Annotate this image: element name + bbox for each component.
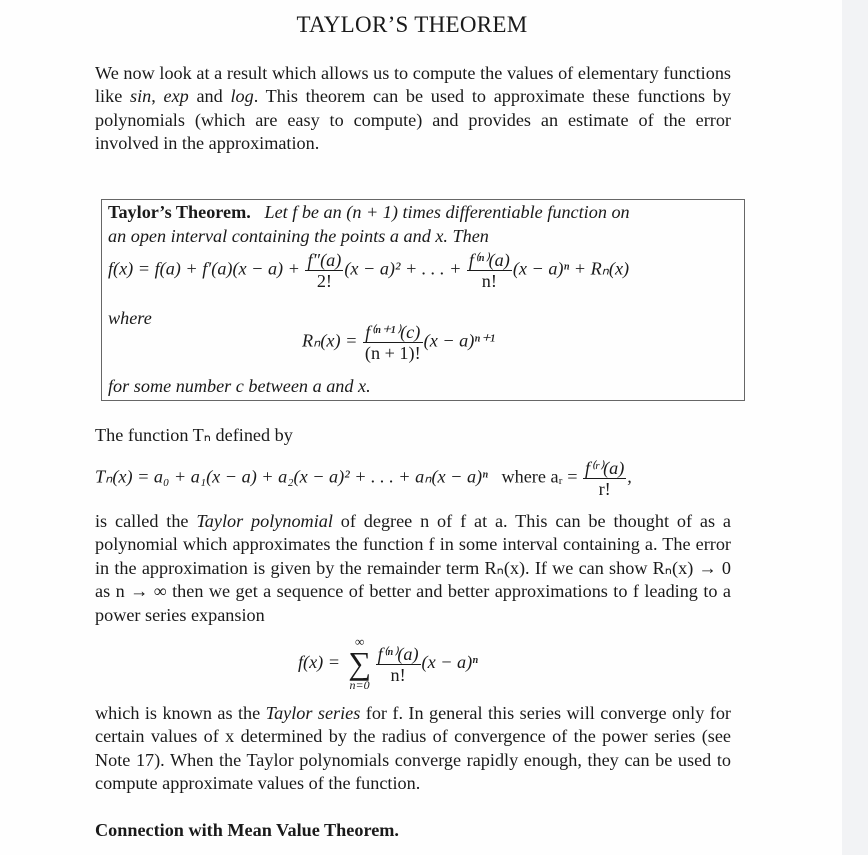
remainder-fraction — [363, 322, 423, 363]
theorem-heading: Taylor’s Theorem. — [108, 202, 251, 222]
sigma-lower: n=0 — [349, 678, 370, 692]
and-text: and — [188, 86, 231, 107]
theorem-closing — [108, 376, 371, 397]
frac-den: (n + 1)! — [364, 343, 421, 363]
fraction-nth-derivative — [467, 250, 512, 291]
formula-rhs: (x − a)ⁿ + Rₙ(x) — [512, 258, 630, 279]
para3-text-1: which is known as the — [95, 703, 266, 723]
taylor-series-formula — [298, 636, 478, 692]
where-text: where — [108, 308, 152, 328]
coefficient-fraction — [583, 458, 626, 499]
frac-num: f⁽ⁿ⁾(a) — [377, 643, 419, 664]
remainder-lhs: Rₙ(x) = — [302, 330, 362, 351]
polynomial-where: where aᵣ = — [501, 466, 583, 487]
sigma-upper: ∞ — [354, 634, 365, 649]
formula-mid: (x − a)² + . . . + — [344, 258, 466, 279]
theorem-statement-line2 — [108, 226, 489, 247]
intro-text-1: We now look at a result which allows us to compute the values of elementary functions like — [95, 63, 731, 107]
taylor-polynomial-intro: The function Tₙ defined by — [95, 425, 293, 445]
trailing-comma: , — [627, 466, 632, 487]
closing-text: for some number c between a and x. — [108, 376, 371, 396]
series-fraction — [376, 644, 421, 685]
section-heading: Connection with Mean Value Theorem. — [95, 820, 399, 840]
frac-den: 2! — [316, 271, 332, 291]
remainder-formula — [302, 322, 495, 363]
frac-num: f″(a) — [307, 250, 342, 270]
frac-den: r! — [598, 479, 611, 499]
comma: , — [151, 86, 164, 107]
taylor-polynomial-formula — [95, 458, 632, 499]
frac-num: f⁽ⁿ⁺¹⁾(c) — [363, 322, 423, 343]
frac-den: n! — [390, 664, 406, 685]
taylor-polynomial-term: Taylor polynomial — [196, 511, 333, 531]
frac-num: f⁽ⁿ⁾(a) — [468, 250, 510, 270]
frac-den: n! — [481, 271, 497, 291]
taylor-main-formula — [108, 250, 629, 291]
viewer-side-panel — [842, 0, 868, 855]
where-label — [108, 308, 152, 329]
theorem-statement-line1 — [108, 202, 630, 223]
series-rhs: (x − a)ⁿ — [421, 652, 478, 673]
para3-text-2: for f. In general this series will converge only for certain values of x determined by the radius of convergence of the power series (see Note 17). When the Taylor polynomials converge rapidly enough, they can be used to compute approximate values of the function. — [95, 703, 731, 794]
polynomial-lhs: Tₙ(x) = a₀ + a₁(x − a) + a₂(x − a)² + . . . + aₙ(x − a)ⁿ — [95, 466, 488, 487]
frac-num: f⁽ʳ⁾(a) — [585, 458, 625, 478]
series-lhs: f(x) = — [298, 652, 345, 673]
fraction-second-derivative — [305, 250, 343, 291]
log-term: log — [230, 86, 254, 107]
taylor-series-paragraph — [95, 702, 731, 796]
sin-term: sin — [130, 86, 152, 107]
page-title: TAYLOR’S THEOREM — [296, 12, 528, 37]
taylor-series-term: Taylor series — [265, 703, 361, 723]
theorem-statement-2: an open interval containing the points a and x. Then — [108, 226, 489, 246]
theorem-box — [101, 199, 745, 401]
intro-paragraph — [95, 62, 731, 156]
intro-text-2: . This theorem can be used to approximate these functions by polynomials (which are easy to compute) and provides an estimate of the error involved in the approximation. — [95, 86, 731, 154]
para2-text-1: is called the — [95, 511, 197, 531]
exp-term: exp — [163, 86, 189, 107]
para2-text-2: of degree n of f at a. This can be thought of as a polynomial which approximates the function f in some interval containing a. The error in the approximation is given by the remainder term Rₙ(x). If we can show Rₙ(x) → 0 as n → ∞ then we get a sequence of better and better approximations to f leading to a power series expansion — [95, 511, 731, 625]
theorem-statement-1: Let f be an (n + 1) times differentiable function on — [264, 202, 630, 222]
taylor-polynomial-paragraph — [95, 510, 731, 627]
sigma-symbol — [345, 636, 375, 692]
sigma-icon: ∑ — [348, 645, 372, 681]
remainder-rhs: (x − a)ⁿ⁺¹ — [423, 330, 496, 351]
formula-lhs: f(x) = f(a) + f′(a)(x − a) + — [108, 258, 305, 279]
